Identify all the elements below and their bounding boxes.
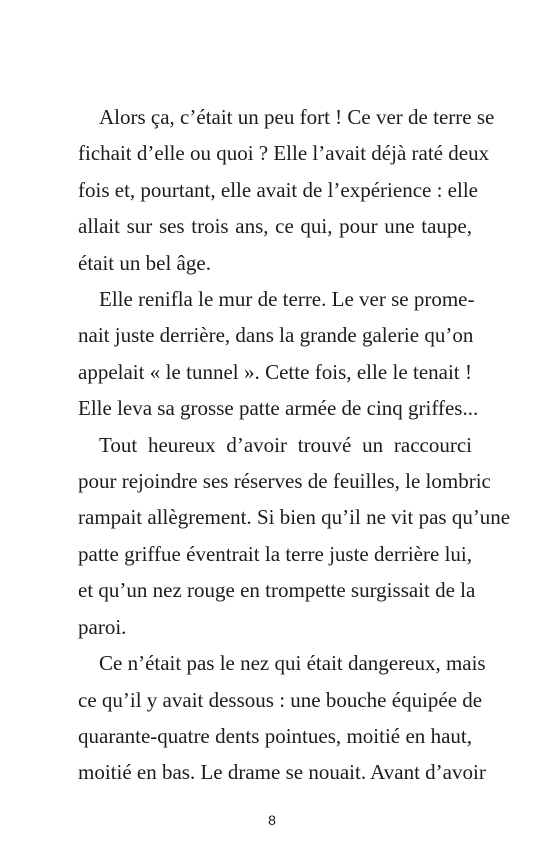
text-line: ce qu’il y avait dessous : une bouche équipée de (78, 687, 483, 712)
text-line: Ce n’était pas le nez qui était dangereux, mais (99, 651, 486, 676)
body-text (78, 99, 511, 791)
paragraph-2 (78, 281, 479, 427)
text-line: fois et, pourtant, elle avait de l’expérience : elle (78, 177, 478, 202)
paragraph-1 (78, 99, 495, 281)
text-line: appelait « le tunnel ». Cette fois, elle le tenait ! (78, 359, 472, 384)
text-line: patte griffue éventrait la terre juste derrière lui, (78, 541, 472, 566)
text-line: nait juste derrière, dans la grande galerie qu’on (78, 323, 474, 348)
text-line: Alors ça, c’était un peu fort ! Ce ver de terre se (99, 105, 495, 129)
page-number: 8 (268, 812, 276, 828)
text-line: Elle leva sa grosse patte armée de cinq griffes... (78, 396, 479, 421)
text-line: quarante-quatre dents pointues, moitié en haut, (78, 723, 472, 748)
text-line: et qu’un nez rouge en trompette surgissait de la (78, 578, 476, 603)
text-line: fichait d’elle ou quoi ? Elle l’avait déjà raté deux (78, 141, 490, 166)
text-line: Elle renifla le mur de terre. Le ver se prome- (99, 287, 475, 312)
paragraph-4 (78, 645, 486, 791)
text-line: allait sur ses trois ans, ce qui, pour une taupe, (78, 214, 472, 239)
text-line: était un bel âge. (78, 250, 211, 275)
text-line: rampait allègrement. Si bien qu’il ne vit pas qu’une (78, 505, 511, 530)
text-line: moitié en bas. Le drame se nouait. Avant d’avoir (78, 760, 486, 785)
text-line: pour rejoindre ses réserves de feuilles, le lombric (78, 469, 491, 494)
text-line: Tout heureux d’avoir trouvé un raccourci (99, 432, 472, 457)
paragraph-3 (78, 427, 511, 645)
text-line: paroi. (78, 614, 127, 639)
